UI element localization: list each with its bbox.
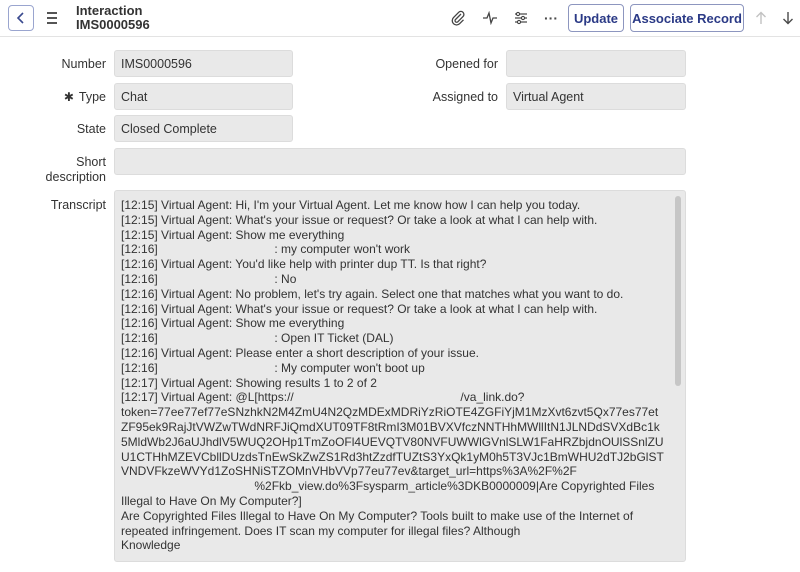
opened-for-field[interactable] — [506, 50, 686, 77]
paperclip-icon[interactable] — [448, 8, 468, 28]
activity-icon[interactable] — [480, 8, 500, 28]
hamburger-icon[interactable] — [44, 10, 60, 26]
opened-for-label: Opened for — [435, 57, 498, 71]
transcript-text: [12:15] Virtual Agent: Hi, I'm your Virtual Agent. Let me know how I can help you today. [12:15] Virtual Agent: What's your issue or request? Or take a look at what I can help with. [12:15] Virtual Agent: Show me everything [12:16] : my computer won't work [12:16] Virtual Agent: You'd like help with printer dup TT. Is that right? [12:16] : No [12:16] Virtual Agent: No problem, let's try again. Select one that matches what you want to do. [12:16] Virtual Agent: What's your issue or request? Or take a look at what I can help with. [12:16] Virtual Agent: Show me everything [12:16] : Open IT Ticket (DAL) [12:16] Virtual Agent: Please enter a short description of your issue. [12:16] : My computer won't boot up [12:17] Virtual Agent: Showing results 1 to 2 of 2 [12:17] Virtual Agent: @L[https:// /va_link.do? token=77ee77ef77eSNzhkN2M4ZmU4N2QzMDExMDRiYzRiOTE4ZGFiYjM1MzXvt6zvt5Qx77es77et ZF95ek9RajJtVWZwTWdNRFJiQmdXUT09TF8tRmI3M01BVXVfczNNTHhMWllItN1JLNDdSVXdBc1k 5MldWb2J6aUJhdlV5WUQ2OHp1TmZoOFl4UEVQTV80NVFUWWlGVnlSLW1FaHRZbjdnOUlSSnlZU U1CTHhMZEVCbllDUzdsTnEwSkZwZS1Rd3htZzdfTUZtS3YxQk1yM0h5T3VJc1BmWHU2dTJ2bGlST VNDVFkzeWVYd1ZoSHNiSTZOMnVHbVVp77eu77ev&target_url=https%3A%2F%2F %2Fkb_view.do%3Fsysparm_article%3DKB0000009|Are Copyrighted Files Illegal to Have On My Computer?] Are Copyrighted Files Illegal to Have On My Computer? Tools built to make use of the Internet of repeated infringement. Does IT scan my computer for illegal files? Although Knowledge — [121, 198, 664, 553]
number-field[interactable]: IMS0000596 — [114, 50, 293, 77]
record-number-title: IMS0000596 — [76, 17, 150, 32]
state-label: State — [76, 122, 106, 136]
transcript-scrollbar[interactable] — [674, 194, 682, 558]
short-description-field[interactable] — [114, 148, 686, 175]
record-type-title: Interaction — [76, 3, 143, 18]
state-field[interactable]: Closed Complete — [114, 115, 293, 142]
assigned-to-label: Assigned to — [432, 90, 498, 104]
short-description-label: Short description — [45, 155, 106, 184]
transcript-label: Transcript — [50, 198, 106, 212]
transcript-field[interactable] — [114, 190, 686, 562]
scrollbar-thumb[interactable] — [675, 196, 681, 386]
previous-record-button[interactable] — [751, 8, 771, 28]
form-header — [0, 0, 800, 36]
assigned-to-field[interactable]: Virtual Agent — [506, 83, 686, 110]
sliders-icon[interactable] — [511, 8, 531, 28]
type-label-text: Type — [78, 90, 106, 104]
more-actions-button[interactable]: ··· — [544, 10, 558, 26]
next-record-button[interactable] — [778, 8, 798, 28]
header-divider — [0, 36, 800, 37]
back-button[interactable] — [8, 5, 34, 31]
update-button[interactable]: Update — [568, 4, 624, 32]
number-label: Number — [61, 57, 106, 71]
type-label — [20, 90, 106, 105]
chevron-left-icon — [16, 12, 26, 24]
arrow-up-icon — [755, 11, 767, 25]
arrow-down-icon — [782, 11, 794, 25]
associate-record-button[interactable]: Associate Record — [630, 4, 744, 32]
required-icon: ✱ — [63, 90, 74, 104]
page-title — [76, 4, 150, 32]
type-field[interactable]: Chat — [114, 83, 293, 110]
